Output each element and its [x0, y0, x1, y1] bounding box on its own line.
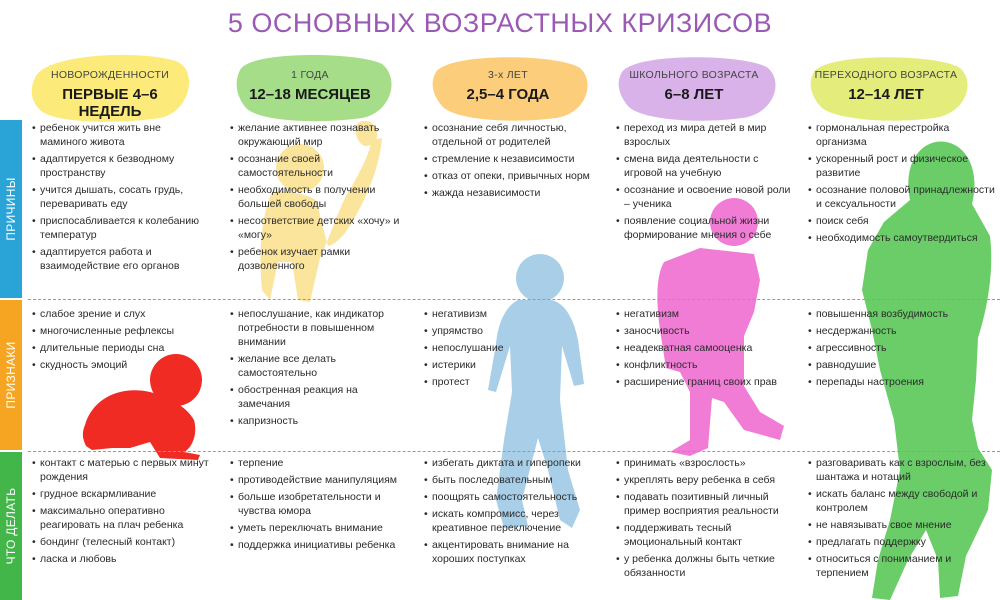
list-item: • перепады настроения	[808, 376, 996, 390]
list-item: • учится дышать, сосать грудь, переваривать еду	[32, 184, 210, 212]
separator-2	[28, 451, 1000, 452]
list-item: • осознание и освоение новой роли – ученика	[616, 184, 794, 212]
list-item: • непослушание	[424, 342, 602, 356]
list-item: • больше изобретательности и чувства юмора	[230, 491, 408, 519]
list-item: • желание все делать самостоятельно	[230, 353, 408, 381]
list-item: • относиться с пониманием и терпением	[808, 553, 996, 581]
column-header-5	[806, 58, 966, 114]
list-item: • агрессивность	[808, 342, 996, 356]
list-item: • ребенок изучает рамки дозволенного	[230, 246, 408, 274]
list-item: • протест	[424, 376, 602, 390]
list-item: • уметь переключать внимание	[230, 522, 408, 536]
list-item: • грудное вскармливание	[32, 488, 210, 502]
column-header-2-main: 12–18 МЕСЯЦЕВ	[249, 86, 371, 103]
column-header-5-sub: ПЕРЕХОДНОГО ВОЗРАСТА	[814, 69, 958, 81]
column-header-4-sub: ШКОЛЬНОГО ВОЗРАСТА	[629, 69, 759, 81]
list-item: • появление социальной жизни формирование мнения о себе	[616, 215, 794, 243]
list-item: • капризность	[230, 415, 408, 429]
list-item: • разговаривать как с взрослым, без шантажа и нотаций	[808, 457, 996, 485]
list-item: • предлагать поддержку	[808, 536, 996, 550]
list-item: • истерики	[424, 359, 602, 373]
cell-toddler-causes	[230, 122, 408, 277]
cell-school-causes	[616, 122, 794, 246]
column-header-4-main: 6–8 ЛЕТ	[664, 86, 724, 103]
list-item: • поддержка инициативы ребенка	[230, 539, 408, 553]
row-label-causes	[0, 120, 22, 298]
list-item: • конфликтность	[616, 359, 794, 373]
page-title: 5 ОСНОВНЫХ ВОЗРАСТНЫХ КРИЗИСОВ	[227, 8, 773, 38]
cell-teen-todo	[808, 457, 996, 584]
list-item: • обостренная реакция на замечания	[230, 384, 408, 412]
list-item: • укреплять веру ребенка в себя	[616, 474, 794, 488]
list-item: • непослушание, как индикатор потребности в повышенном внимании	[230, 308, 408, 350]
list-item: • ласка и любовь	[32, 553, 210, 567]
list-item: • поощрять самостоятельность	[424, 491, 602, 505]
list-item: • равнодушие	[808, 359, 996, 373]
column-header-1	[30, 58, 190, 120]
list-item: • противодействие манипуляциям	[230, 474, 408, 488]
list-item: • заносчивость	[616, 325, 794, 339]
list-item: • максимально оперативно реагировать на плач ребенка	[32, 505, 210, 533]
column-header-3	[428, 58, 588, 114]
list-item: • смена вида деятельности с игровой на учебную	[616, 153, 794, 181]
cell-threeyear-causes	[424, 122, 602, 204]
list-item: • осознание своей самостоятельности	[230, 153, 408, 181]
list-item: • приспосабливается к колебанию температур	[32, 215, 210, 243]
list-item: • не навязывать свое мнение	[808, 519, 996, 533]
list-item: • избегать диктата и гиперопеки	[424, 457, 602, 471]
cell-teen-causes	[808, 122, 996, 249]
list-item: • негативизм	[424, 308, 602, 322]
row-label-todo	[0, 452, 22, 600]
list-item: • несдержанность	[808, 325, 996, 339]
list-item: • длительные периоды сна	[32, 342, 210, 356]
cell-newborn-signs	[32, 308, 210, 376]
list-item: • поддерживать тесный эмоциональный контакт	[616, 522, 794, 550]
list-item: • слабое зрение и слух	[32, 308, 210, 322]
separator-1	[28, 299, 1000, 300]
list-item: • акцентировать внимание на хороших поступках	[424, 539, 602, 567]
list-item: • подавать позитивный личный пример восприятия реальности	[616, 491, 794, 519]
cell-school-todo	[616, 457, 794, 584]
list-item: • многочисленные рефлексы	[32, 325, 210, 339]
list-item: • осознание себя личностью, отдельной от родителей	[424, 122, 602, 150]
cell-newborn-todo	[32, 457, 210, 570]
list-item: • несоответствие детских «хочу» и «могу»	[230, 215, 408, 243]
list-item: • необходимость в получении большей свободы	[230, 184, 408, 212]
list-item: • бондинг (телесный контакт)	[32, 536, 210, 550]
list-item: • негативизм	[616, 308, 794, 322]
list-item: • неадекватная самооценка	[616, 342, 794, 356]
list-item: • повышенная возбудимость	[808, 308, 996, 322]
column-header-3-sub: 3-х ЛЕТ	[488, 69, 528, 81]
cell-threeyear-signs	[424, 308, 602, 393]
column-header-5-main: 12–14 ЛЕТ	[848, 86, 924, 103]
row-label-signs	[0, 300, 22, 450]
column-header-2-sub: 1 ГОДА	[291, 69, 329, 81]
list-item: • жажда независимости	[424, 187, 602, 201]
list-item: • ускоренный рост и физическое развитие	[808, 153, 996, 181]
list-item: • искать компромисс, через креативное переключение	[424, 508, 602, 536]
column-header-1-sub: НОВОРОЖДЕННОСТИ	[50, 69, 170, 81]
list-item: • гормональная перестройка организма	[808, 122, 996, 150]
cell-teen-signs	[808, 308, 996, 393]
cell-toddler-signs	[230, 308, 408, 432]
list-item: • принимать «взрослость»	[616, 457, 794, 471]
list-item: • поиск себя	[808, 215, 996, 229]
list-item: • ребенок учится жить вне маминого живота	[32, 122, 210, 150]
list-item: • у ребенка должны быть четкие обязанности	[616, 553, 794, 581]
column-header-3-main: 2,5–4 ГОДА	[466, 86, 550, 103]
list-item: • стремление к независимости	[424, 153, 602, 167]
list-item: • быть последовательным	[424, 474, 602, 488]
list-item: • необходимость самоутвердиться	[808, 232, 996, 246]
list-item: • расширение границ своих прав	[616, 376, 794, 390]
list-item: • адаптируется работа и взаимодействие его органов	[32, 246, 210, 274]
list-item: • желание активнее познавать окружающий мир	[230, 122, 408, 150]
row-label-signs-text: ПРИЗНАКИ	[4, 341, 18, 409]
cell-threeyear-todo	[424, 457, 602, 570]
row-label-todo-text: ЧТО ДЕЛАТЬ	[4, 487, 18, 565]
column-header-1-main: ПЕРВЫЕ 4–6 НЕДЕЛЬ	[62, 86, 158, 120]
list-item: • осознание половой принадлежности и сексуальности	[808, 184, 996, 212]
list-item: • искать баланс между свободой и контролем	[808, 488, 996, 516]
list-item: • терпение	[230, 457, 408, 471]
list-item: • упрямство	[424, 325, 602, 339]
list-item: • переход из мира детей в мир взрослых	[616, 122, 794, 150]
column-header-4	[614, 58, 774, 114]
cell-toddler-todo	[230, 457, 408, 556]
column-header-2	[230, 58, 390, 114]
row-label-causes-text: ПРИЧИНЫ	[4, 177, 18, 241]
list-item: • отказ от опеки, привычных норм	[424, 170, 602, 184]
cell-newborn-causes	[32, 122, 210, 277]
list-item: • контакт с матерью с первых минут рождения	[32, 457, 210, 485]
list-item: • адаптируется к безводному пространству	[32, 153, 210, 181]
cell-school-signs	[616, 308, 794, 393]
list-item: • скудность эмоций	[32, 359, 210, 373]
